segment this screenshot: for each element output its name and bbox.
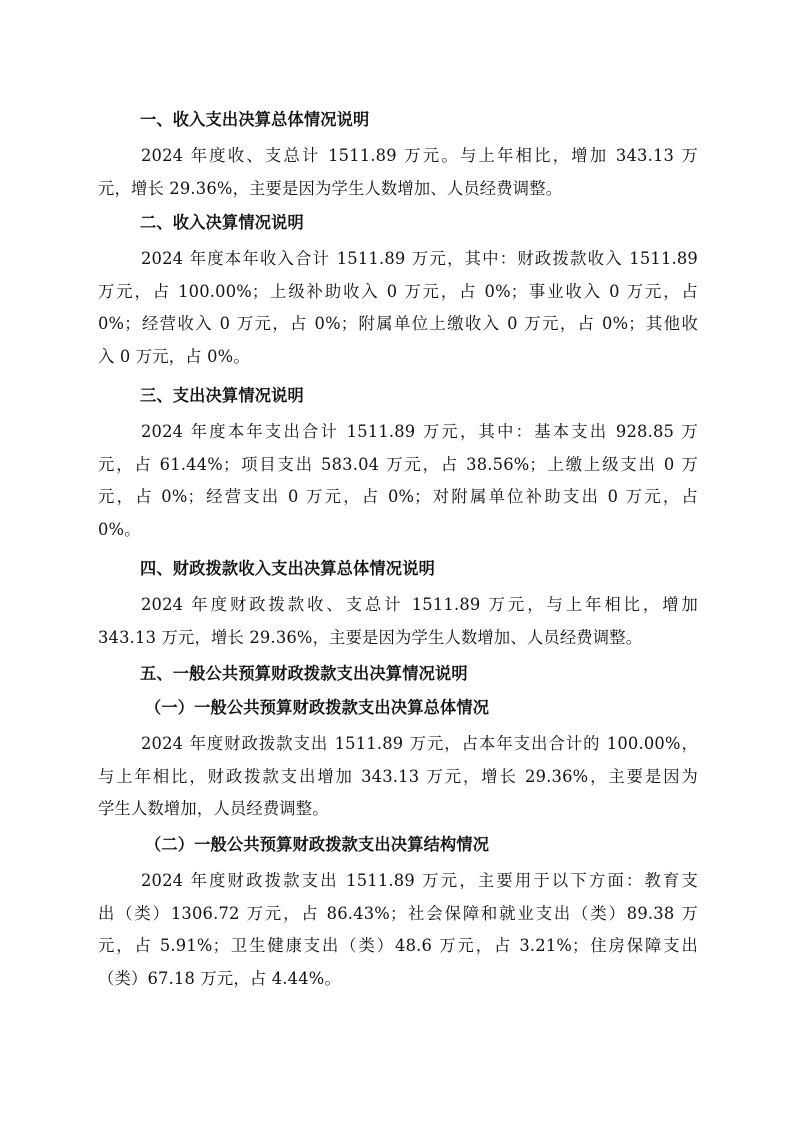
subsection-heading-5-1: （一）一般公共预算财政拨款支出决算总体情况 xyxy=(145,698,490,717)
body-line: （类）67.18 万元，占 4.44%。 xyxy=(98,968,341,988)
body-line: 0%；经营收入 0 万元，占 0%；附属单位上缴收入 0 万元，占 0%；其他收 xyxy=(98,314,698,333)
body-line: 出（类）1306.72 万元，占 86.43%；社会保障和就业支出（类）89.38 万 xyxy=(98,903,698,923)
section-body-4 xyxy=(98,589,698,654)
section-heading-3: 三、支出决算情况说明 xyxy=(140,386,304,405)
body-line: 2024 年度财政拨款支出 1511.89 万元，占本年支出合计的 100.00%， xyxy=(141,734,698,753)
section-body-2 xyxy=(98,243,698,373)
section-body-3 xyxy=(98,416,698,546)
section-body-1 xyxy=(98,140,698,205)
section-heading-4: 四、财政拨款收入支出决算总体情况说明 xyxy=(140,559,435,578)
section-heading-5: 五、一般公共预算财政拨款支出决算情况说明 xyxy=(140,664,468,683)
body-line: 2024 年度本年收入合计 1511.89 万元，其中：财政拨款收入 1511.89 xyxy=(141,249,698,268)
body-line: 2024 年度收、支总计 1511.89 万元。与上年相比，增加 343.13 万 xyxy=(141,146,698,165)
subsection-body-5-2 xyxy=(98,865,698,995)
body-line: 2024 年度本年支出合计 1511.89 万元，其中：基本支出 928.85 万 xyxy=(141,422,698,441)
section-heading-1: 一、收入支出决算总体情况说明 xyxy=(140,110,370,129)
body-line: 元，增长 29.36%，主要是因为学生人数增加、人员经费调整。 xyxy=(98,178,563,198)
body-line: 入 0 万元，占 0%。 xyxy=(98,346,250,366)
body-line: 343.13 万元，增长 29.36%，主要是因为学生人数增加、人员经费调整。 xyxy=(98,627,643,647)
subsection-body-5-1 xyxy=(98,728,698,826)
subsection-heading-5-2: （二）一般公共预算财政拨款支出决算结构情况 xyxy=(145,835,490,854)
body-line: 万元，占 100.00%；上级补助收入 0 万元，占 0%；事业收入 0 万元，占 xyxy=(98,281,698,301)
section-heading-2: 二、收入决算情况说明 xyxy=(140,213,304,232)
body-line: 与上年相比，财政拨款支出增加 343.13 万元，增长 29.36%，主要是因为 xyxy=(98,766,698,786)
body-line: 元，占 0%；经营支出 0 万元，占 0%；对附属单位补助支出 0 万元，占 xyxy=(98,487,698,506)
body-line: 学生人数增加，人员经费调整。 xyxy=(98,799,329,818)
body-line: 0%。 xyxy=(98,519,141,539)
body-line: 2024 年度财政拨款支出 1511.89 万元，主要用于以下方面：教育支 xyxy=(141,871,698,890)
body-line: 元，占 61.44%；项目支出 583.04 万元，占 38.56%；上缴上级支出 0 万 xyxy=(98,454,698,474)
body-line: 元，占 5.91%；卫生健康支出（类）48.6 万元，占 3.21%；住房保障支出 xyxy=(98,936,698,955)
body-line: 2024 年度财政拨款收、支总计 1511.89 万元，与上年相比，增加 xyxy=(141,595,698,614)
